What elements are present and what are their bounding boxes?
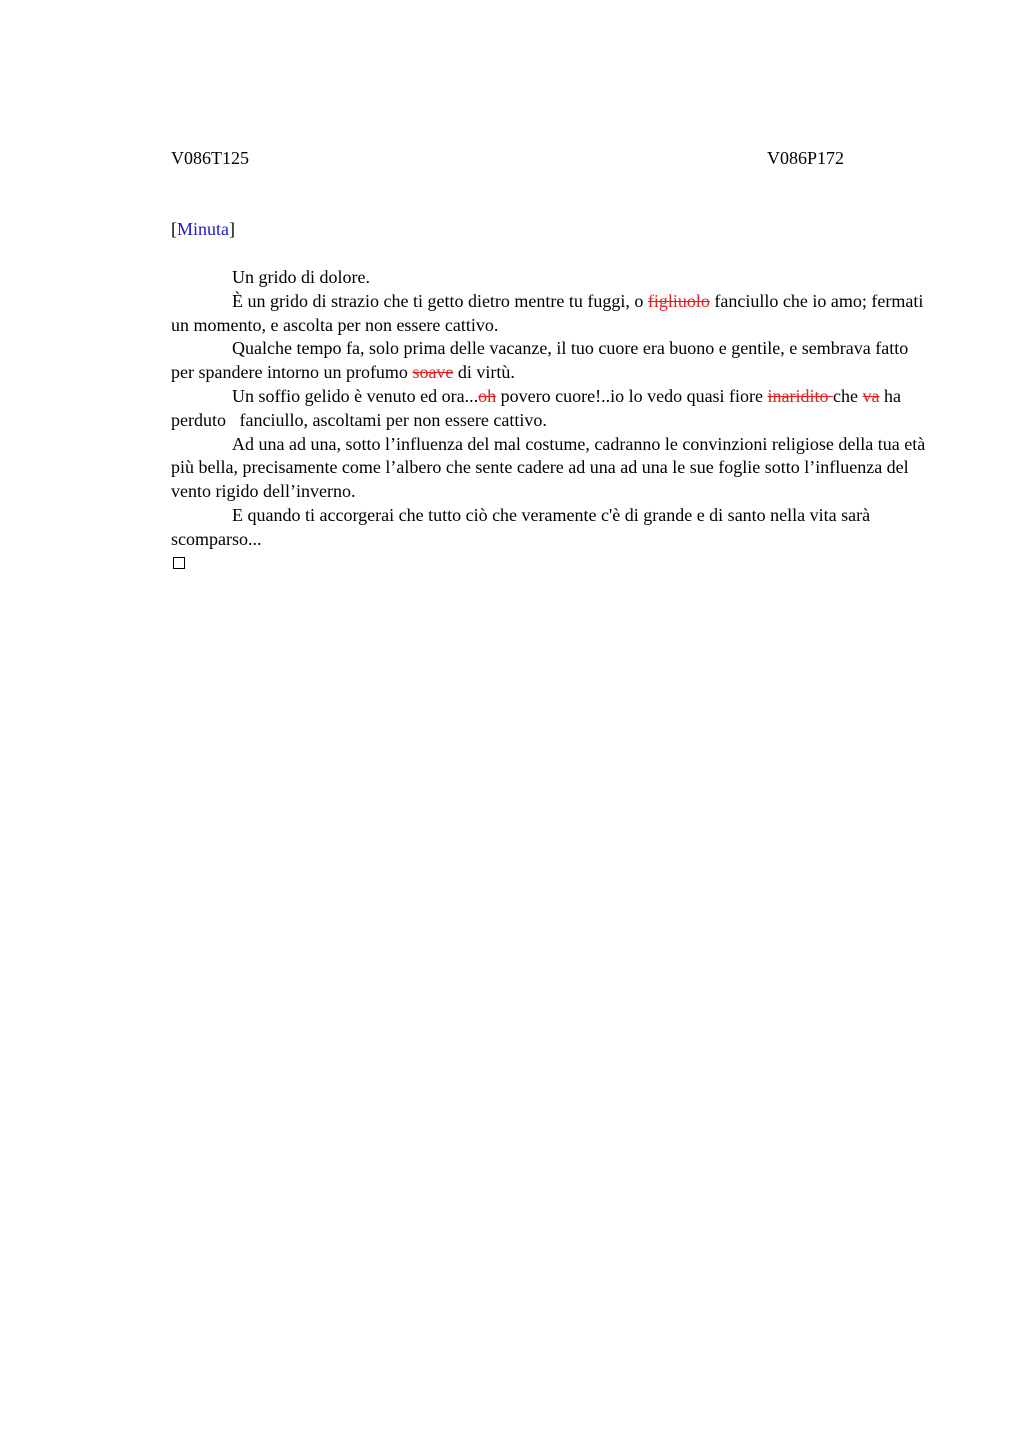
letter-body [171,266,931,569]
deleted-word-va: va [862,385,880,406]
paragraph-3-text-b: di virtù. [453,362,515,383]
paragraph-2 [171,290,931,338]
deleted-word-soave: soave [412,362,454,383]
empty-square-icon [173,557,185,569]
minuta-open-bracket: [ [171,219,177,239]
paragraph-4-text-d: ha perduto fanciullo, ascoltami per non essere cattivo. [171,385,906,430]
minuta-link[interactable]: Minuta [177,219,229,239]
paragraph-1: Un grido di dolore. [232,267,370,287]
page-header [171,147,844,171]
document-code-right: V086P172 [766,148,844,168]
document-page [171,0,931,1450]
document-code-left: V086T125 [171,148,249,168]
deleted-word-oh: oh [478,385,497,406]
paragraph-4-text-c: che [833,385,863,406]
paragraph-5: Ad una ad una, sotto l’influenza del mal costume, cadranno le convinzioni religiose della tua età più bella, precisamente come l’albero che sente cadere ad una ad una le sue foglie sotto l’influenza del vento rigido dell’inverno. [171,433,926,502]
paragraph-2-text-b: fanciullo che io amo; fermati un momento, e ascolta per non essere cattivo. [171,290,924,335]
paragraph-4-text-a: Un soffio gelido è venuto ed ora... [232,385,479,406]
paragraph-3 [171,337,931,385]
deleted-word-inaridito: inaridito [767,385,834,406]
minuta-close-bracket: ] [229,219,235,239]
paragraph-4-text-b: povero cuore!..io lo vedo quasi fiore [496,385,768,406]
deleted-word-figliuolo: figliuolo [647,290,710,311]
paragraph-3-text-a: Qualche tempo fa, solo prima delle vacanze, il tuo cuore era buono e gentile, e sembrava fatto per spandere intorno un profumo [171,338,909,383]
minuta-label [171,218,235,242]
paragraph-6: E quando ti accorgerai che tutto ciò che veramente c'è di grande e di santo nella vita sarà scomparso... [171,504,871,549]
paragraph-4 [171,385,931,433]
paragraph-2-text-a: È un grido di strazio che ti getto dietro mentre tu fuggi, o [232,290,648,311]
